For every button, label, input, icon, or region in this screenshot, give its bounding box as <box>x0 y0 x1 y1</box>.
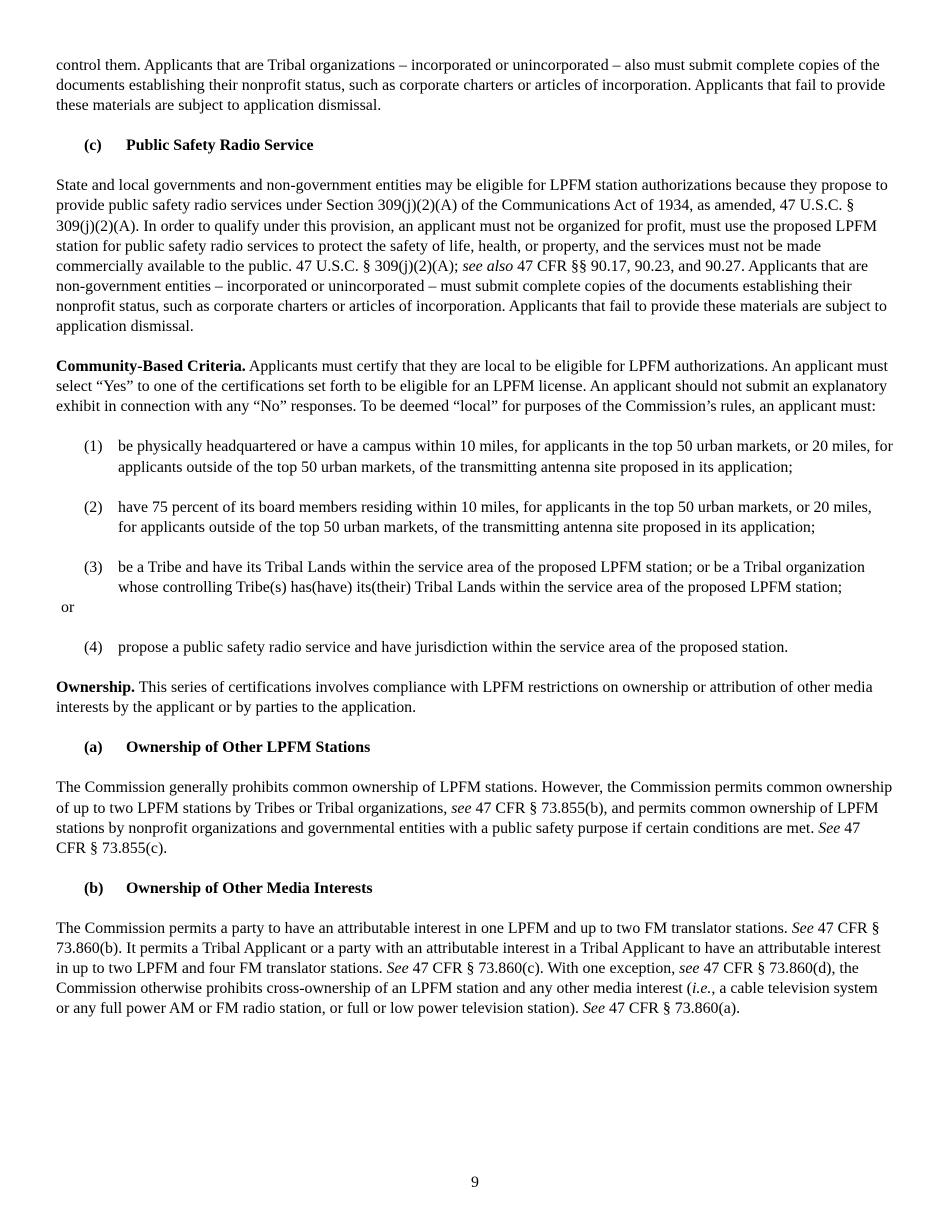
text-run: 47 CFR §§ 90.17, 90.23, and 90.27. Applicants that are non-government entities – incorporated or unincorporated – must submit complete copies of the documents establishing their nonprofit status, such as corporate charters or articles of incorporation. Applicants that fail to provide these materials are subject to application dismissal. <box>56 257 887 336</box>
heading-ownership-lpfm-stations <box>56 738 894 758</box>
italic-run: See <box>386 960 409 978</box>
lpfm-ownership-paragraph <box>56 778 894 858</box>
criterion-text: have 75 percent of its board members residing within 10 miles, for applicants in the top 50 urban markets, or 20 miles, for applicants outside of the top 50 urban markets, of the transmitting antenna site proposed in its application; <box>118 498 872 536</box>
heading-title: Public Safety Radio Service <box>126 137 314 155</box>
italic-run: see <box>679 960 700 978</box>
criterion-number: (3) <box>84 558 103 576</box>
italic-run: i.e. <box>691 980 712 998</box>
criterion-3 <box>56 558 894 598</box>
criterion-number: (1) <box>84 438 103 456</box>
text-run: State and local governments and non-government entities may be eligible for LPFM station authorizations because they propose to provide public safety radio services under Section 309(j)(2)(A) of the Communications Act of 1934, as amended, 47 U.S.C. § 309(j)(2)(A). In order to qualify under this provision, an applicant must not be organized for profit, must use the proposed LPFM station for public safety radio services to protect the safety of life, health, or property, and the services must not be made commercially available to the public. 47 U.S.C. § 309(j)(2)(A); <box>56 177 888 275</box>
heading-label: (b) <box>84 879 104 897</box>
criterion-number: (4) <box>84 639 103 657</box>
text-run: 47 CFR § 73.860(c). With one exception, <box>408 960 680 978</box>
italic-run: See <box>582 1000 606 1018</box>
text-run: The Commission generally prohibits common ownership of LPFM stations. However, the Commission permits common ownership of up to two LPFM stations by Tribes or Tribal organizations, <box>56 779 893 817</box>
text-run: 47 CFR § 73.860(d), the Commission otherwise prohibits cross-ownership of an LPFM station and any other media interest ( <box>56 960 859 998</box>
heading-title: Ownership of Other Media Interests <box>126 879 373 897</box>
text-run: , a cable television system or any full power AM or FM radio station, or full or low power television station). <box>56 980 878 1018</box>
community-criteria-paragraph <box>56 357 894 417</box>
or-conjunction: or <box>61 598 75 616</box>
media-interests-paragraph <box>56 919 894 1019</box>
text-run: 47 CFR § 73.855(b), and permits common ownership of LPFM stations by nonprofit organizations and governmental entities with a public safety purpose if certain conditions are met. <box>56 799 879 837</box>
criterion-text: propose a public safety radio service and have jurisdiction within the service area of the proposed station. <box>118 639 789 657</box>
intro-paragraph <box>56 56 894 116</box>
italic-run: see <box>451 799 472 817</box>
heading-label: (c) <box>84 137 102 155</box>
italic-run: See <box>791 919 814 937</box>
text-run: 47 CFR § 73.855(c). <box>56 819 861 857</box>
italic-run: See <box>818 819 841 837</box>
document-page <box>56 56 894 1039</box>
text-run: control them. Applicants that are Tribal organizations – incorporated or unincorporated – also must submit complete copies of the documents establishing their nonprofit status, such as corporate charters or articles of incorporation. Applicants that fail to provide these materials are subject to application dismissal. <box>56 57 886 115</box>
criterion-1 <box>56 437 894 477</box>
text-run: This series of certifications involves compliance with LPFM restrictions on ownership or attribution of other media interests by the applicant or by parties to the application. <box>56 679 873 717</box>
heading-title: Ownership of Other LPFM Stations <box>126 739 371 757</box>
text-run: Applicants must certify that they are local to be eligible for LPFM authorizations. An applicant must select “Yes” to one of the certifications set forth to be eligible for an LPFM license. An applicant should not submit an explanatory exhibit in connection with any “No” responses. To be deemed “local” for purposes of the Commission’s rules, an applicant must: <box>56 358 888 416</box>
italic-run: see also <box>462 257 514 275</box>
public-safety-paragraph <box>56 176 894 337</box>
criterion-4 <box>56 638 894 658</box>
text-run: The Commission permits a party to have an attributable interest in one LPFM and up to two FM translator stations. <box>56 919 792 937</box>
heading-label: (a) <box>84 739 103 757</box>
bold-run: Community-Based Criteria. <box>56 358 246 376</box>
criterion-2 <box>56 498 894 538</box>
criterion-text: be physically headquartered or have a campus within 10 miles, for applicants in the top 50 urban markets, or 20 miles, for applicants outside of the top 50 urban markets, of the transmitting antenna site proposed in its application; <box>118 438 893 476</box>
ownership-paragraph <box>56 678 894 718</box>
heading-ownership-media-interests <box>56 879 894 899</box>
heading-public-safety-radio-service <box>56 136 894 156</box>
criterion-text: be a Tribe and have its Tribal Lands within the service area of the proposed LPFM station; or be a Tribal organization whose controlling Tribe(s) has(have) its(their) Tribal Lands within the service area of the proposed LPFM station; <box>118 558 865 596</box>
criterion-number: (2) <box>84 498 103 516</box>
text-run: 47 CFR § 73.860(a). <box>605 1000 741 1018</box>
bold-run: Ownership. <box>56 679 136 697</box>
page-number: 9 <box>471 1174 479 1191</box>
text-run: 47 CFR § 73.860(b). It permits a Tribal Applicant or a party with an attributable interest in a Tribal Applicant to have an attributable interest in up to two LPFM and four FM translator stations. <box>56 919 881 978</box>
